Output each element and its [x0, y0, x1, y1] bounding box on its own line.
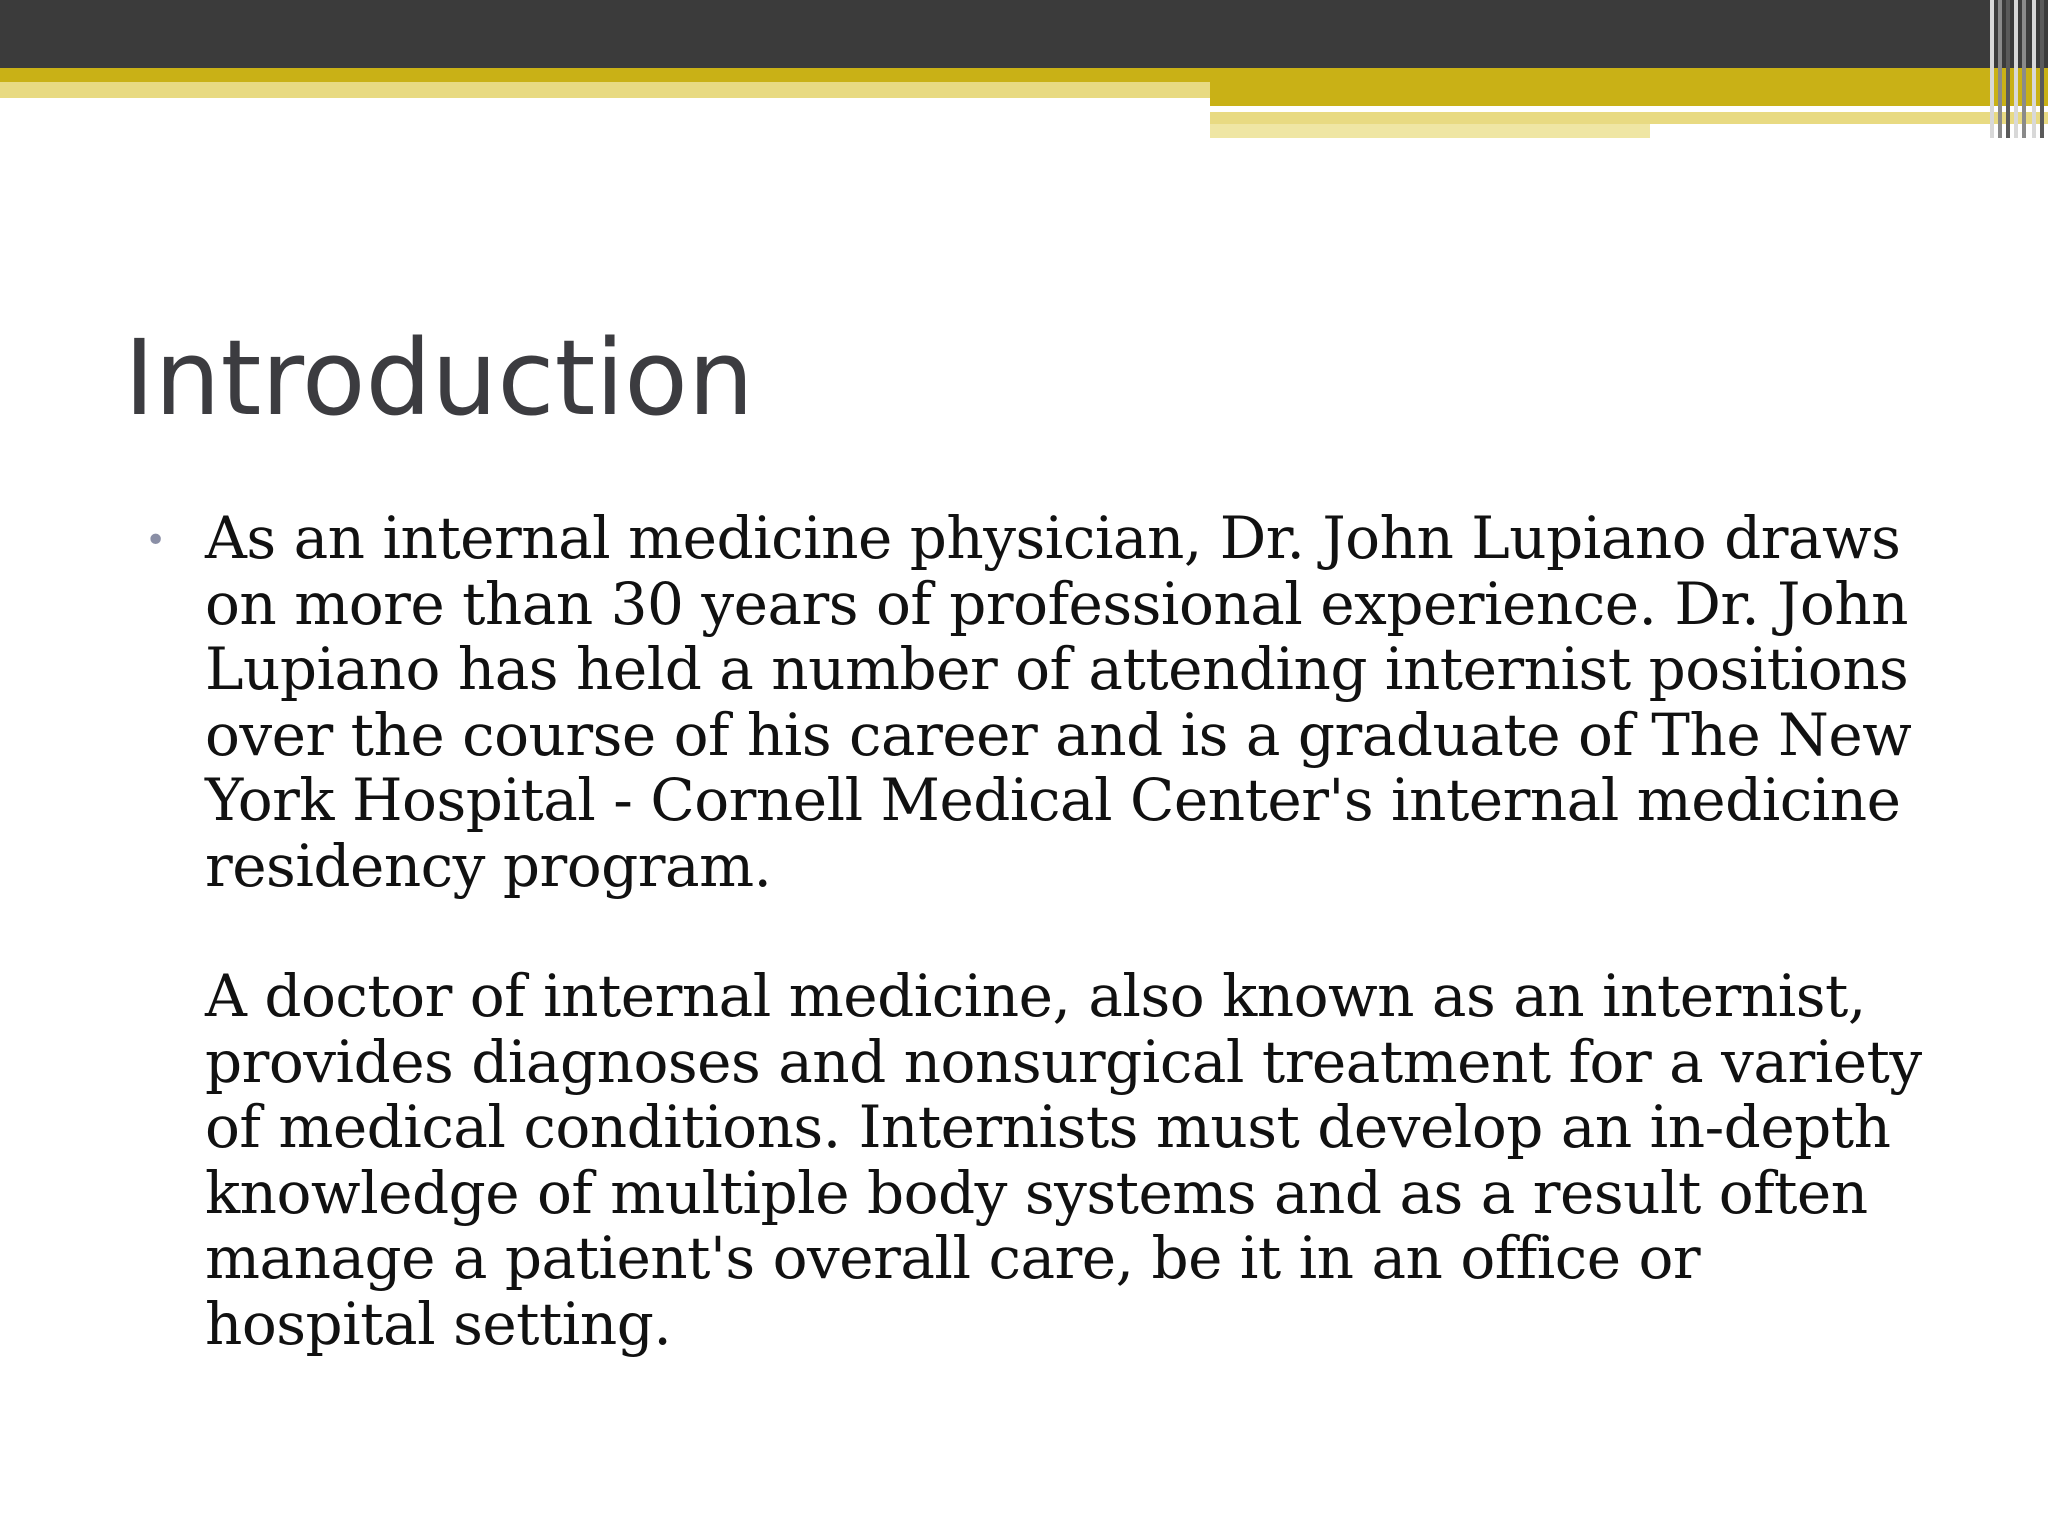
body-paragraph-1: As an internal medicine physician, Dr. John Lupiano draws on more than 30 years of professional experience. Dr. John Lupiano has held a number of attending internist positions over the course of his career and is a graduate of The New York Hospital - Cornell Medical Center's internal medicine residency program.	[205, 504, 1912, 900]
top-banner	[0, 0, 2048, 140]
banner-stripe	[2022, 0, 2026, 138]
banner-gold-right-band	[1210, 82, 2048, 106]
banner-stripe	[1998, 0, 2002, 138]
banner-gold-right-light-band	[1210, 112, 2048, 124]
banner-gold-light-band	[0, 82, 1210, 98]
banner-stripe	[2032, 0, 2036, 138]
slide-body	[145, 506, 1945, 1357]
banner-stripe	[2040, 0, 2044, 138]
banner-gold-right-pale-band	[1210, 124, 1650, 138]
banner-dark-band	[0, 0, 2048, 68]
banner-stripe	[1990, 0, 1994, 138]
slide-title: Introduction	[124, 317, 754, 439]
banner-gold-band	[0, 68, 2048, 82]
body-paragraph-2: A doctor of internal medicine, also known as an internist, provides diagnoses and nonsurgical treatment for a variety of medical conditions. Internists must develop an in-depth knowledge of multiple body systems and as a result often manage a patient's overall care, be it in an office or hospital setting.	[205, 962, 1922, 1358]
banner-stripe	[2014, 0, 2018, 138]
banner-stripe	[2006, 0, 2010, 138]
bullet-icon: •	[145, 520, 167, 561]
